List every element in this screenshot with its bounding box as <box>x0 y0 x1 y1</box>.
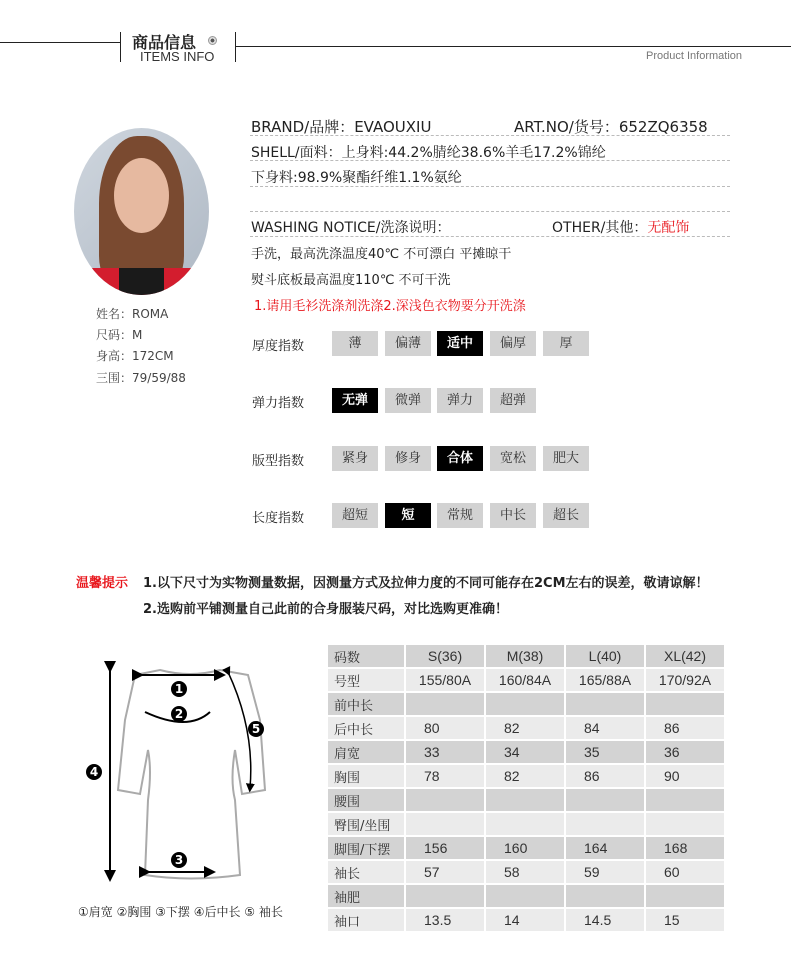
table-cell: XL(42) <box>646 645 724 667</box>
row-label: 臀围/坐围 <box>328 813 404 835</box>
index-label: 长度指数 <box>252 511 305 526</box>
marker-label: 2 <box>174 707 184 721</box>
model-height: 身高：172CM <box>96 349 174 363</box>
table-row <box>328 909 724 931</box>
table-cell: 58 <box>486 861 564 883</box>
index-label: 版型指数 <box>252 454 305 469</box>
divider <box>250 236 730 237</box>
table-cell: 90 <box>646 765 724 787</box>
row-label: 后中长 <box>328 717 404 739</box>
table-cell <box>486 693 564 715</box>
tips-label: 温馨提示 <box>76 576 129 591</box>
row-label: 码数 <box>328 645 404 667</box>
table-cell <box>566 693 644 715</box>
row-label: 袖口 <box>328 909 404 931</box>
table-cell <box>646 885 724 907</box>
product-information-label: Product Information <box>646 50 742 62</box>
marker-label: 4 <box>89 765 99 779</box>
measurement-diagram <box>70 650 320 900</box>
index-option: 超短 <box>332 503 378 528</box>
size-table <box>326 643 726 933</box>
table-cell: 36 <box>646 741 724 763</box>
table-cell: 168 <box>646 837 724 859</box>
index-option: 短 <box>385 503 431 528</box>
table-cell <box>486 885 564 907</box>
table-cell <box>406 789 484 811</box>
wash-instruction-1: 手洗，最高洗涤温度40℃ 不可漂白 平摊晾干 <box>251 247 512 262</box>
table-cell: L(40) <box>566 645 644 667</box>
table-row <box>328 669 724 691</box>
row-label: 肩宽 <box>328 741 404 763</box>
table-cell <box>486 789 564 811</box>
table-cell: 14.5 <box>566 909 644 931</box>
index-option: 无弹 <box>332 388 378 413</box>
header-bracket-left <box>120 32 121 62</box>
divider <box>250 211 730 212</box>
table-cell: 84 <box>566 717 644 739</box>
header-bracket-right <box>235 32 236 62</box>
row-label: 袖长 <box>328 861 404 883</box>
other-label: OTHER/其他：无配饰 <box>552 220 690 236</box>
wash-instruction-2: 熨斗底板最高温度110℃ 不可干洗 <box>251 273 451 288</box>
table-cell: 86 <box>566 765 644 787</box>
table-cell <box>646 789 724 811</box>
tip-line-1: 1.以下尺寸为实物测量数据，因测量方式及拉伸力度的不同可能存在2CM左右的误差，敬请谅解！ <box>143 576 709 591</box>
table-row <box>328 741 724 763</box>
table-cell: 160/84A <box>486 669 564 691</box>
table-cell <box>406 693 484 715</box>
table-cell: 34 <box>486 741 564 763</box>
index-option: 常规 <box>437 503 483 528</box>
table-cell: 60 <box>646 861 724 883</box>
table-cell: 170/92A <box>646 669 724 691</box>
index-label: 厚度指数 <box>252 339 305 354</box>
table-cell: 78 <box>406 765 484 787</box>
row-label: 号型 <box>328 669 404 691</box>
other-value: 无配饰 <box>647 220 690 236</box>
table-cell: 15 <box>646 909 724 931</box>
index-option: 偏薄 <box>385 331 431 356</box>
table-cell: 165/88A <box>566 669 644 691</box>
table-cell: 13.5 <box>406 909 484 931</box>
table-header-row <box>328 645 724 667</box>
model-size: 尺码：M <box>96 328 143 342</box>
table-row <box>328 837 724 859</box>
bullet-icon <box>208 36 217 45</box>
table-cell: 82 <box>486 765 564 787</box>
marker-label: 5 <box>251 722 261 736</box>
section-title-en: ITEMS INFO <box>140 49 215 64</box>
index-option: 肥大 <box>543 446 589 471</box>
row-label: 袖肥 <box>328 885 404 907</box>
divider <box>250 135 730 136</box>
model-measurements: 三围：79/59/88 <box>96 371 186 385</box>
index-option: 宽松 <box>490 446 536 471</box>
shell-fabric: SHELL/面料：上身料:44.2%腈纶38.6%羊毛17.2%锦纶 <box>251 145 606 161</box>
wash-note: 1.请用毛衫洗涤剂洗涤2.深浅色衣物要分开洗涤 <box>254 299 526 314</box>
table-row <box>328 885 724 907</box>
row-label: 前中长 <box>328 693 404 715</box>
tip-line-2: 2.选购前平铺测量自己此前的合身服装尺码，对比选购更准确！ <box>143 602 508 617</box>
washing-notice: WASHING NOTICE/洗涤说明： <box>251 220 451 236</box>
divider <box>250 160 730 161</box>
art-no: ART.NO/货号：652ZQ6358 <box>514 118 708 136</box>
table-cell <box>406 813 484 835</box>
table-cell: S(36) <box>406 645 484 667</box>
row-label: 胸围 <box>328 765 404 787</box>
table-cell: M(38) <box>486 645 564 667</box>
index-option: 中长 <box>490 503 536 528</box>
header-rule-left <box>0 42 120 43</box>
model-name: 姓名：ROMA <box>96 307 169 321</box>
table-row <box>328 789 724 811</box>
table-cell <box>406 885 484 907</box>
shell-fabric-lower: 下身料:98.9%聚酯纤维1.1%氨纶 <box>251 170 462 186</box>
table-cell <box>566 885 644 907</box>
header-rule-right <box>235 46 791 47</box>
index-option: 修身 <box>385 446 431 471</box>
table-cell: 82 <box>486 717 564 739</box>
table-row <box>328 693 724 715</box>
diagram-caption: ①肩宽 ②胸围 ③下摆 ④后中长 ⑤ 袖长 <box>78 905 283 919</box>
table-cell: 156 <box>406 837 484 859</box>
table-cell <box>486 813 564 835</box>
table-cell <box>566 789 644 811</box>
table-cell: 59 <box>566 861 644 883</box>
table-cell: 35 <box>566 741 644 763</box>
table-row <box>328 813 724 835</box>
table-row <box>328 861 724 883</box>
row-label: 腰围 <box>328 789 404 811</box>
table-cell: 160 <box>486 837 564 859</box>
index-option: 紧身 <box>332 446 378 471</box>
index-option: 适中 <box>437 331 483 356</box>
table-row <box>328 717 724 739</box>
index-option: 偏厚 <box>490 331 536 356</box>
table-cell <box>646 813 724 835</box>
index-option: 厚 <box>543 331 589 356</box>
index-option: 薄 <box>332 331 378 356</box>
section-title-cn: 商品信息 <box>132 33 197 52</box>
table-cell: 57 <box>406 861 484 883</box>
marker-label: 3 <box>174 853 184 867</box>
index-option: 超弹 <box>490 388 536 413</box>
table-cell: 33 <box>406 741 484 763</box>
model-portrait <box>74 128 209 295</box>
brand: BRAND/品牌：EVAOUXIU <box>251 118 432 136</box>
index-option: 微弹 <box>385 388 431 413</box>
index-option: 合体 <box>437 446 483 471</box>
divider <box>250 186 730 187</box>
table-cell: 86 <box>646 717 724 739</box>
table-cell: 14 <box>486 909 564 931</box>
table-cell: 80 <box>406 717 484 739</box>
marker-label: 1 <box>174 682 184 696</box>
table-cell: 164 <box>566 837 644 859</box>
index-label: 弹力指数 <box>252 396 305 411</box>
index-option: 超长 <box>543 503 589 528</box>
table-cell: 155/80A <box>406 669 484 691</box>
table-cell <box>566 813 644 835</box>
table-row <box>328 765 724 787</box>
row-label: 脚围/下摆 <box>328 837 404 859</box>
table-cell <box>646 693 724 715</box>
index-option: 弹力 <box>437 388 483 413</box>
